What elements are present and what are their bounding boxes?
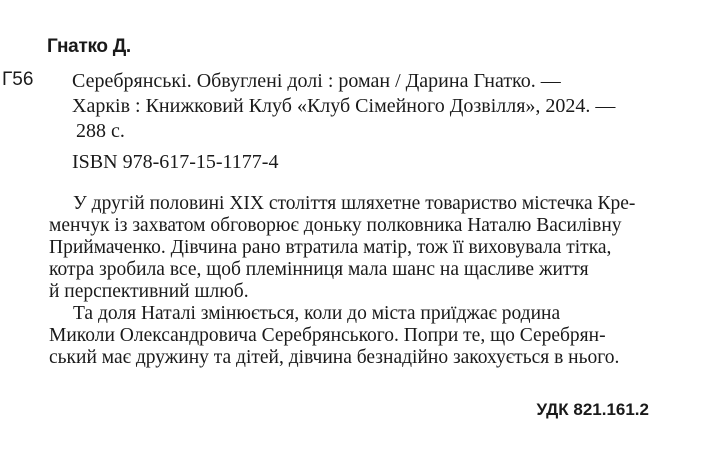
annotation-line: ський має дружину та дітей, дівчина безнадійно закохується в нього. xyxy=(49,347,620,368)
annotation-line: Та доля Наталі змінюється, коли до міста приїджає родина xyxy=(73,303,561,324)
udc-code: УДК 821.161.2 xyxy=(536,400,649,419)
annotation-line: менчук із захватом обговорює доньку полковника Наталю Василівну xyxy=(49,215,622,236)
author-heading: Гнатко Д. xyxy=(47,36,131,57)
annotation-line: котра зробила все, щоб племінниця мала шанс на щасливе життя xyxy=(49,259,589,280)
bibliographic-description xyxy=(72,69,672,144)
annotation-line: У другій половині XIX століття шляхетне товариство містечка Кре- xyxy=(73,193,636,214)
bibliographic-line: Серебрянські. Обвуглені долі : роман / Дарина Гнатко. — xyxy=(72,70,561,92)
bibliographic-line: 288 с. xyxy=(76,120,125,142)
classification-code: Г56 xyxy=(2,69,34,90)
annotation-line: Приймаченко. Дівчина рано втратила матір, тож її виховувала тітка, xyxy=(49,237,612,258)
bibliographic-line: Харків : Книжковий Клуб «Клуб Сімейного Дозвілля», 2024. — xyxy=(72,95,616,117)
annotation xyxy=(49,193,649,369)
annotation-line: Миколи Олександровича Серебрянського. Попри те, що Серебрян- xyxy=(49,325,606,346)
isbn: ISBN 978-617-15-1177-4 xyxy=(72,151,279,173)
annotation-line: й перспективний шлюб. xyxy=(49,281,249,302)
